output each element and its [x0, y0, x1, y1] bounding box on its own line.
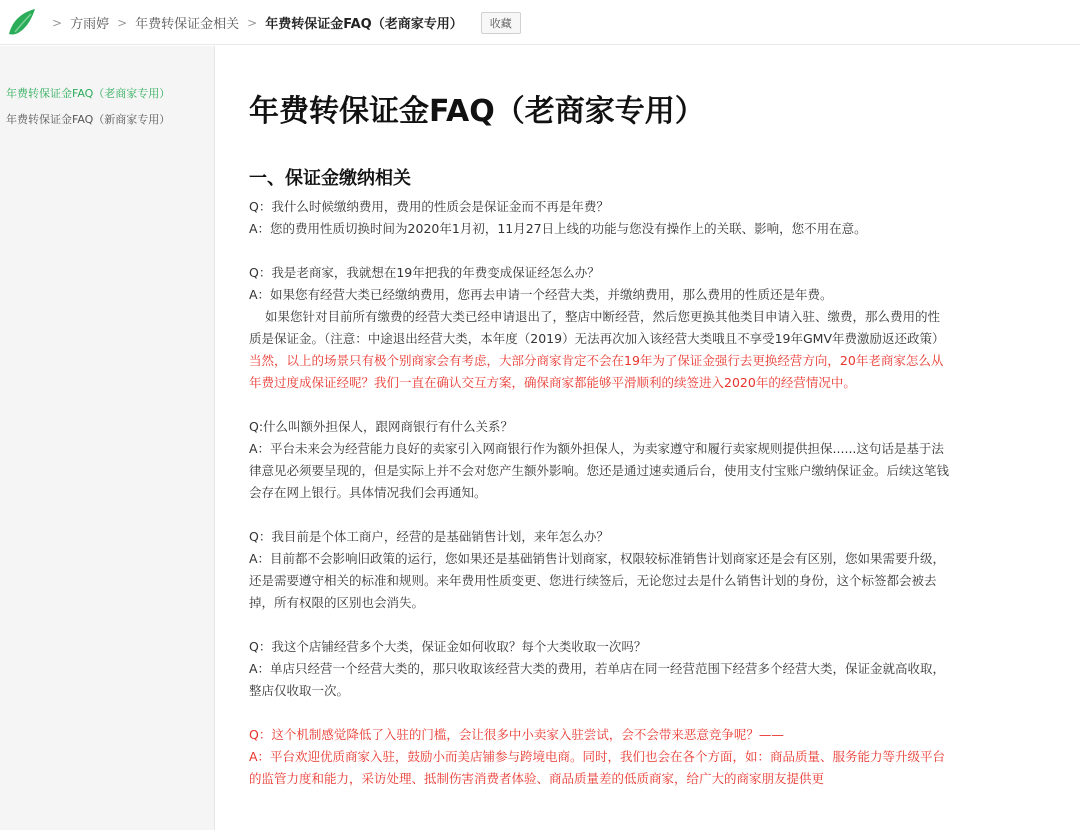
faq-question: Q：我这个店铺经营多个大类，保证金如何收取？每个大类收取一次吗？: [249, 639, 647, 654]
faq-answer: A：目前都不会影响旧政策的运行，您如果还是基础销售计划商家，权限较标准销售计划商家还是会有区别，您如果需要升级，还是需要遵守相关的标准和规则。来年费用性质变更、您进行续签后，无论您过去是什么销售计划的身份，这个标签都会被去掉，所有权限的区别也会消失。: [249, 551, 946, 610]
faq-answer: A：如果您有经营大类已经缴纳费用，您再去申请一个经营大类，并缴纳费用，那么费用的性质还是年费。: [249, 287, 833, 302]
faq-answer: A：平台未来会为经营能力良好的卖家引入网商银行作为额外担保人，为卖家遵守和履行卖家规则提供担保......这句话是基于法律意见必须要呈现的，但是实际上并不会对您产生额外影响。您还是通过速卖通后台，使用支付宝账户缴纳保证金。后续这笔钱会存在网上银行。具体情况我们会再通知。: [249, 441, 950, 500]
chevron-right-icon: >: [247, 15, 258, 30]
breadcrumb-item-category[interactable]: 年费转保证金相关: [135, 17, 240, 32]
sidebar-item-old-merchant-faq[interactable]: 年费转保证金FAQ（老商家专用）: [6, 87, 171, 100]
favorite-button[interactable]: 收藏: [481, 12, 521, 34]
breadcrumb: [44, 0, 521, 45]
sidebar-item-new-merchant-faq[interactable]: 年费转保证金FAQ（新商家专用）: [6, 113, 171, 126]
faq-highlight-note: 当然，以上的场景只有极个别商家会有考虑，大部分商家肯定不会在19年为了保证金强行去更换经营方向，20年老商家怎么从年费过度成保证经呢？我们一直在确认交互方案，确保商家都能够平滑顺利的续签进入2020年的经营情况中。: [249, 353, 944, 390]
faq-answer: A：单店只经营一个经营大类的，那只收取该经营大类的费用，若单店在同一经营范围下经营多个经营大类，保证金就高收取，整店仅收取一次。: [249, 661, 946, 698]
chevron-right-icon: >: [117, 15, 128, 30]
page-title: 年费转保证金FAQ（老商家专用）: [249, 94, 705, 129]
breadcrumb-item-user[interactable]: 方雨婷: [70, 17, 110, 32]
faq-question-highlight: Q：这个机制感觉降低了入驻的门槛，会让很多中小卖家入驻尝试，会不会带来恶意竞争呢？——: [249, 727, 784, 742]
faq-question: Q:什么叫额外担保人，跟网商银行有什么关系？: [249, 419, 514, 434]
faq-answer-continued: 如果您针对目前所有缴费的经营大类已经申请退出了，整店中断经营，然后您更换其他类目申请入驻、缴费，那么费用的性质是保证金。（注意：中途退出经营大类，本年度（2019）无法再次加入该经营大类哦且不享受19年GMV年费激励返还政策）: [249, 309, 945, 346]
faq-question: Q：我目前是个体工商户，经营的是基础销售计划，来年怎么办？: [249, 529, 609, 544]
faq-answer: A：您的费用性质切换时间为2020年1月初，11月27日上线的功能与您没有操作上的关联、影响，您不用在意。: [249, 221, 867, 236]
breadcrumb-current: 年费转保证金FAQ（老商家专用）: [265, 17, 463, 32]
sidebar: [0, 46, 215, 830]
faq-question: Q：我什么时候缴纳费用，费用的性质会是保证金而不再是年费？: [249, 199, 609, 214]
faq-question: Q：我是老商家，我就想在19年把我的年费变成保证经怎么办？: [249, 265, 600, 280]
bird-logo-icon[interactable]: [6, 8, 36, 36]
chevron-right-icon: >: [52, 15, 63, 30]
section-heading: 一、保证金缴纳相关: [249, 168, 411, 189]
faq-list: [249, 196, 949, 790]
top-bar: [0, 0, 1080, 45]
faq-answer-highlight: A：平台欢迎优质商家入驻，鼓励小而美店铺参与跨境电商。同时，我们也会在各个方面，如：商品质量、服务能力等升级平台的监管力度和能力，采访处理、抵制伤害消费者体验、商品质量差的低质商家，给广大的商家朋友提供更: [249, 749, 946, 786]
